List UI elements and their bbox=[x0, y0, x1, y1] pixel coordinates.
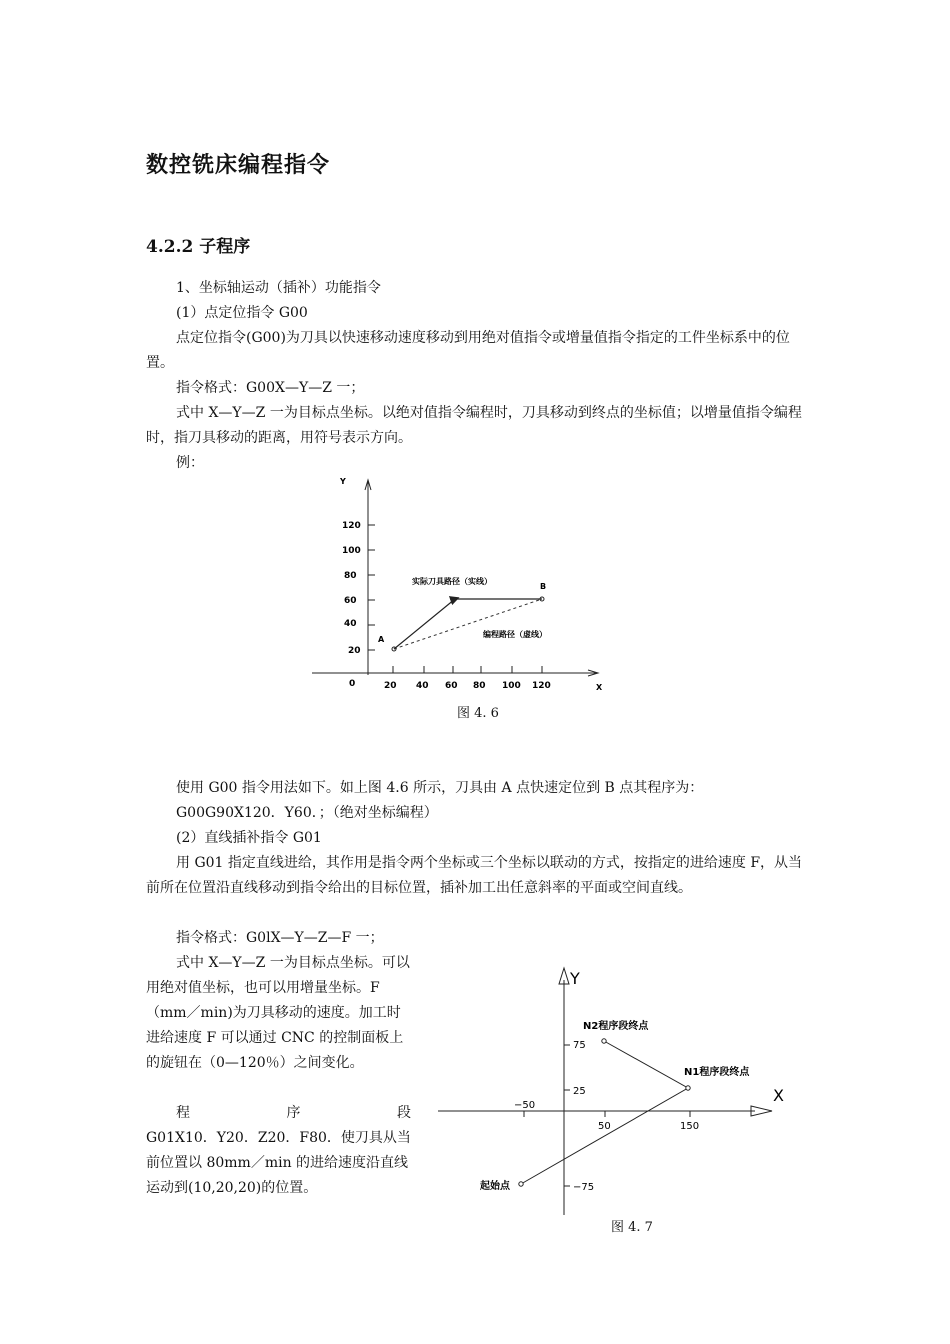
section-title: 4.2.2 子程序 bbox=[146, 237, 251, 257]
x-tick-100: 100 bbox=[502, 681, 521, 691]
figure-4-6-caption: 图 4. 6 bbox=[457, 706, 499, 721]
paragraph-g01-heading: (2）直线插补指令 G01 bbox=[176, 830, 322, 846]
paragraph-program-segment-label: 程 序 段 bbox=[176, 1105, 411, 1121]
tick-75: 75 bbox=[573, 1040, 586, 1051]
x-tick-120: 120 bbox=[532, 681, 551, 691]
paragraph-program-segment: G01X10．Y20．Z20．F80．使刀具从当前位置以 80mm／min 的进给速度沿直线运动到(10,20,20)的位置。 bbox=[146, 1130, 411, 1196]
n1-endpoint-marker bbox=[686, 1086, 690, 1090]
point-a-label: A bbox=[378, 635, 385, 644]
origin-label: 0 bbox=[349, 679, 356, 689]
paragraph-g01-desc: 用 G01 指定直线进给，其作用是指令两个坐标或三个坐标以联动的方式，按指定的进给速度 F，从当前所在位置沿直线移动到指令给出的目标位置，插补加工出任意斜率的平面或空间直线。 bbox=[146, 855, 803, 896]
paragraph-g01-explain: 式中 X—Y—Z 一为目标点坐标。可以用绝对值坐标，也可以用增量坐标。F（mm／min)为刀具移动的速度。加工时进给速度 F 可以通过 CNC 的控制面板上的旋钮在（0—120％）之间变化。 bbox=[146, 955, 410, 1071]
x-axis-label: X bbox=[596, 683, 603, 692]
paragraph-axis-motion: 1、坐标轴运动（插补）功能指令 bbox=[176, 280, 381, 296]
paragraph-example: 例： bbox=[176, 455, 204, 471]
paragraph-g00-format: 指令格式：G00X—Y—Z 一； bbox=[176, 380, 365, 396]
tick-minus-75: −75 bbox=[573, 1182, 595, 1193]
paragraph-g00-desc: 点定位指令(G00)为刀具以快速移动速度移动到用绝对值指令或增量值指令指定的工件坐标系中的位置。 bbox=[146, 330, 790, 371]
paragraph-g00-usage: 使用 G00 指令用法如下。如上图 4.6 所示，刀具由 A 点快速定位到 B 点其程序为： bbox=[176, 780, 704, 796]
tick-50: 50 bbox=[598, 1121, 611, 1132]
y-tick-80: 80 bbox=[344, 571, 357, 581]
page-title: 数控铣床编程指令 bbox=[146, 153, 331, 178]
point-b-label: B bbox=[540, 582, 547, 591]
figure-4-6 bbox=[300, 470, 620, 700]
paragraph-g01-format: 指令格式：G0lX—Y—Z—F 一； bbox=[176, 930, 384, 946]
y-tick-60: 60 bbox=[344, 596, 357, 606]
n1-label: N1程序段终点 bbox=[684, 1067, 750, 1078]
tick-150: 150 bbox=[680, 1121, 700, 1132]
figure-4-7-caption: 图 4. 7 bbox=[611, 1220, 653, 1235]
ticks bbox=[524, 1045, 690, 1186]
n2-endpoint-marker bbox=[602, 1039, 606, 1043]
y-axis-label: Y bbox=[570, 969, 580, 988]
figure-4-7 bbox=[430, 960, 800, 1220]
start-point-marker bbox=[519, 1182, 523, 1186]
x-axis-label: X bbox=[773, 1086, 784, 1105]
y-axis-label: Y bbox=[340, 477, 346, 486]
actual-path-label: 实际刀具路径（实线） bbox=[412, 577, 492, 586]
x-ticks bbox=[393, 666, 542, 673]
tick-minus-50: −50 bbox=[514, 1100, 536, 1111]
y-ticks bbox=[368, 525, 375, 650]
y-tick-100: 100 bbox=[342, 546, 361, 556]
program-path-label: 编程路径（虚线） bbox=[483, 630, 547, 639]
y-tick-40: 40 bbox=[344, 619, 357, 629]
x-tick-40: 40 bbox=[416, 681, 429, 691]
paragraph-g00-explain: 式中 X—Y—Z 一为目标点坐标。以绝对值指令编程时，刀具移动到终点的坐标值；以增量值指令编程时，指刀具移动的距离，用符号表示方向。 bbox=[146, 405, 802, 446]
paragraph-g00-program: G00G90X120．Y60．；（绝对坐标编程） bbox=[176, 805, 438, 821]
tick-25: 25 bbox=[573, 1086, 586, 1097]
y-tick-20: 20 bbox=[348, 646, 361, 656]
y-tick-120: 120 bbox=[342, 521, 361, 531]
x-tick-60: 60 bbox=[445, 681, 458, 691]
start-label: 起始点 bbox=[480, 1181, 510, 1192]
paragraph-g00-heading: (1）点定位指令 G00 bbox=[176, 305, 308, 321]
x-tick-80: 80 bbox=[473, 681, 486, 691]
n2-label: N2程序段终点 bbox=[583, 1021, 649, 1032]
programmed-path bbox=[394, 599, 542, 649]
x-tick-20: 20 bbox=[384, 681, 397, 691]
